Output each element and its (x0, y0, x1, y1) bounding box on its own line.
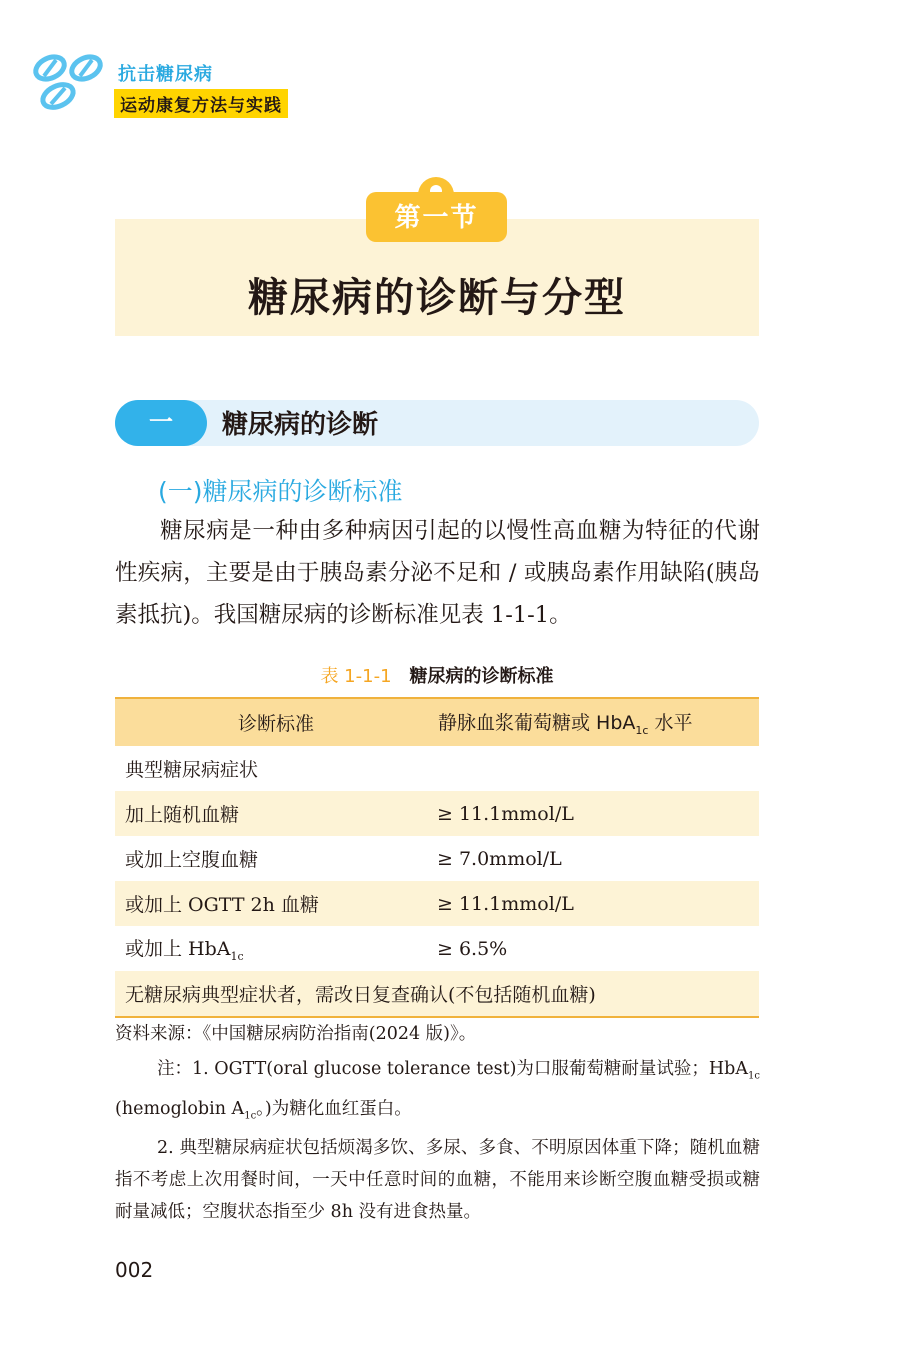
chapter-title: 糖尿病的诊断与分型 (248, 275, 626, 321)
row-value: ≥ 6.5% (437, 937, 508, 960)
pill-logo-icon (30, 52, 110, 114)
table-row (115, 791, 759, 836)
note-1 (115, 1053, 760, 1093)
note-1-post: 。)为糖化血红蛋白。 (256, 1098, 412, 1119)
row-criterion-text: 或加上 HbA (125, 938, 231, 961)
row-criterion: 或加上 OGTT 2h 血糖 (115, 881, 437, 926)
header-value-post: 水平 (648, 712, 693, 735)
row-value: ≥ 11.1mmol/L (437, 881, 759, 926)
table-footer-text: 无糖尿病典型症状者，需改日复查确认(不包括随机血糖) (115, 971, 759, 1017)
diagnosis-table (115, 697, 759, 1018)
row-criterion: 或加上空腹血糖 (125, 849, 259, 871)
table-header-value (437, 698, 759, 746)
book-title: 抗击糖尿病 (118, 64, 213, 85)
header-value-text: 静脉血浆葡萄糖或 HbA (438, 712, 636, 735)
row-value: ≥ 7.0mmol/L (437, 847, 562, 870)
row-value (437, 746, 759, 791)
note-1-mid: (hemoglobin A (115, 1098, 245, 1119)
note-1-text: 注：1. OGTT(oral glucose tolerance test)为口服葡萄糖耐量试验；HbA (157, 1059, 749, 1079)
row-value: ≥ 11.1mmol/L (437, 791, 759, 836)
section-tab: 第一节 (366, 192, 507, 242)
note-1-sub: 1c (748, 1070, 760, 1082)
table-caption-title: 糖尿病的诊断标准 (409, 666, 554, 687)
page-number: 002 (115, 1258, 154, 1282)
table-footer-row (115, 971, 759, 1017)
table-row (115, 881, 759, 926)
row-criterion-sub: 1c (230, 949, 244, 963)
note-1-cont (115, 1093, 760, 1133)
heading1-number: 一 (115, 400, 207, 446)
table-header-row (115, 698, 759, 746)
table-row (115, 746, 759, 791)
heading1-bar (115, 400, 759, 446)
note-1-sub2: 1c (244, 1110, 257, 1121)
heading1-title: 糖尿病的诊断 (222, 410, 379, 440)
row-criterion: 加上随机血糖 (115, 791, 437, 836)
table-caption-number: 表 1-1-1 (320, 666, 392, 687)
note-2: 2. 典型糖尿病症状包括烦渴多饮、多尿、多食、不明原因体重下降；随机血糖指不考虑上次用餐时间，一天中任意时间的血糖，不能用来诊断空腹血糖受损或糖耐量减低；空腹状态指至少 8h 没有进食热量。 (115, 1138, 760, 1222)
table-caption (115, 662, 759, 688)
table-notes (115, 1053, 760, 1228)
row-criterion (115, 926, 437, 971)
table-row (115, 926, 759, 971)
heading2-title: (一)糖尿病的诊断标准 (158, 477, 403, 506)
table-source: 资料来源：《中国糖尿病防治指南(2024 版)》。 (115, 1024, 477, 1044)
row-criterion: 典型糖尿病症状 (125, 759, 259, 781)
body-paragraph: 糖尿病是一种由多种病因引起的以慢性高血糖为特征的代谢性疾病，主要是由于胰岛素分泌不足和 / 或胰岛素作用缺陷(胰岛素抵抗)。我国糖尿病的诊断标准见表 1-1-1。 (115, 518, 760, 628)
table-row (115, 836, 759, 881)
header-value-sub: 1c (635, 723, 649, 737)
table-header-criterion: 诊断标准 (115, 698, 437, 746)
book-subtitle: 运动康复方法与实践 (114, 89, 288, 118)
